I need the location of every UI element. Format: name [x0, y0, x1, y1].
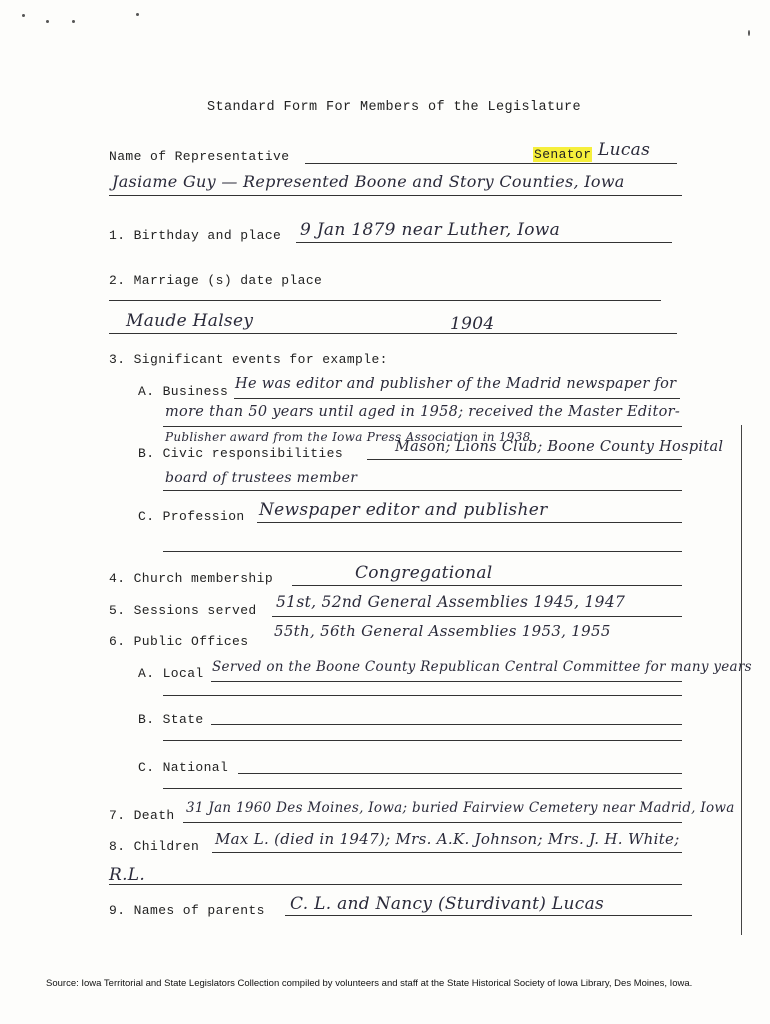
offices-label: 6. Public Offices	[109, 634, 249, 649]
local-label: A. Local	[138, 666, 204, 681]
profession-rule-2	[163, 551, 682, 552]
parents-label: 9. Names of parents	[109, 903, 265, 918]
scan-speck	[46, 20, 49, 23]
national-rule-1	[238, 773, 682, 774]
birth-rule	[296, 242, 672, 243]
state-rule-1	[211, 724, 682, 725]
church-label: 4. Church membership	[109, 571, 274, 586]
sessions-label: 5. Sessions served	[109, 603, 257, 618]
local-rule-1	[211, 681, 682, 682]
source-footer: Source: Iowa Territorial and State Legislators Collection compiled by volunteers and staff at the State Historical Society of Iowa Library, Des Moines, Iowa.	[46, 978, 693, 989]
national-rule-2	[163, 788, 682, 789]
profession-rule-1	[257, 522, 682, 523]
business-entry-1: He was editor and publisher of the Madrid newspaper for	[235, 376, 677, 392]
death-label: 7. Death	[109, 808, 175, 823]
children-rule-2	[109, 884, 682, 885]
parents-entry: C. L. and Nancy (Sturdivant) Lucas	[290, 894, 605, 914]
death-entry: 31 Jan 1960 Des Moines, Iowa; buried Fairview Cemetery near Madrid, Iowa	[186, 800, 735, 816]
business-rule-1	[234, 398, 680, 399]
sessions-entry-1: 51st, 52nd General Assemblies 1945, 1947	[276, 593, 626, 611]
children-rule-1	[212, 852, 682, 853]
form-title: Standard Form For Members of the Legislature	[207, 100, 582, 115]
children-label: 8. Children	[109, 839, 200, 854]
marriage-rule-2	[109, 333, 677, 334]
scan-speck	[72, 20, 75, 23]
civic-rule-2	[163, 490, 682, 491]
business-rule-2	[163, 426, 682, 427]
children-entry-1: Max L. (died in 1947); Mrs. A.K. Johnson; Mrs. J. H. White;	[215, 830, 680, 848]
name-label: Name of Representative	[109, 149, 290, 164]
scan-speck	[136, 13, 139, 16]
church-rule	[292, 585, 682, 586]
marriage-year-entry: 1904	[450, 314, 495, 334]
local-entry: Served on the Boone County Republican Central Committee for many years	[212, 659, 752, 675]
parents-rule	[285, 915, 692, 916]
civic-entry-2: board of trustees member	[165, 470, 358, 486]
church-entry: Congregational	[355, 563, 493, 583]
death-rule	[183, 822, 682, 823]
sessions-rule	[272, 616, 682, 617]
marriage-rule-1	[109, 300, 661, 301]
civic-entry-1: Mason; Lions Club; Boone County Hospital	[395, 439, 724, 455]
full-name-rule	[109, 195, 682, 196]
business-entry-2: more than 50 years until aged in 1958; received the Master Editor-	[165, 404, 681, 420]
national-label: C. National	[138, 760, 229, 775]
business-label: A. Business	[138, 384, 229, 399]
marriage-label: 2. Marriage (s) date place	[109, 273, 323, 288]
civic-rule-1	[367, 459, 682, 460]
state-rule-2	[163, 740, 682, 741]
profession-entry: Newspaper editor and publisher	[259, 500, 548, 520]
margin-line	[741, 425, 742, 935]
local-rule-2	[163, 695, 682, 696]
birth-label: 1. Birthday and place	[109, 228, 282, 243]
profession-label: C. Profession	[138, 509, 245, 524]
events-label: 3. Significant events for example:	[109, 352, 388, 367]
civic-label: B. Civic responsibilities	[138, 446, 344, 461]
sessions-entry-2: 55th, 56th General Assemblies 1953, 1955	[274, 622, 611, 640]
surname-entry: Lucas	[598, 140, 651, 160]
scan-speck	[748, 30, 750, 36]
name-rule	[305, 163, 677, 164]
senator-label: Senator	[534, 147, 592, 162]
full-name-entry: Jasiame Guy — Represented Boone and Story Counties, Iowa	[112, 172, 625, 191]
children-entry-2: R.L.	[109, 865, 146, 885]
state-label: B. State	[138, 712, 204, 727]
spouse-entry: Maude Halsey	[126, 311, 254, 331]
birth-entry: 9 Jan 1879 near Luther, Iowa	[300, 220, 561, 240]
scan-speck	[22, 14, 25, 17]
business-entry-3: Publisher award from the Iowa Press Association in 1938	[165, 430, 531, 444]
